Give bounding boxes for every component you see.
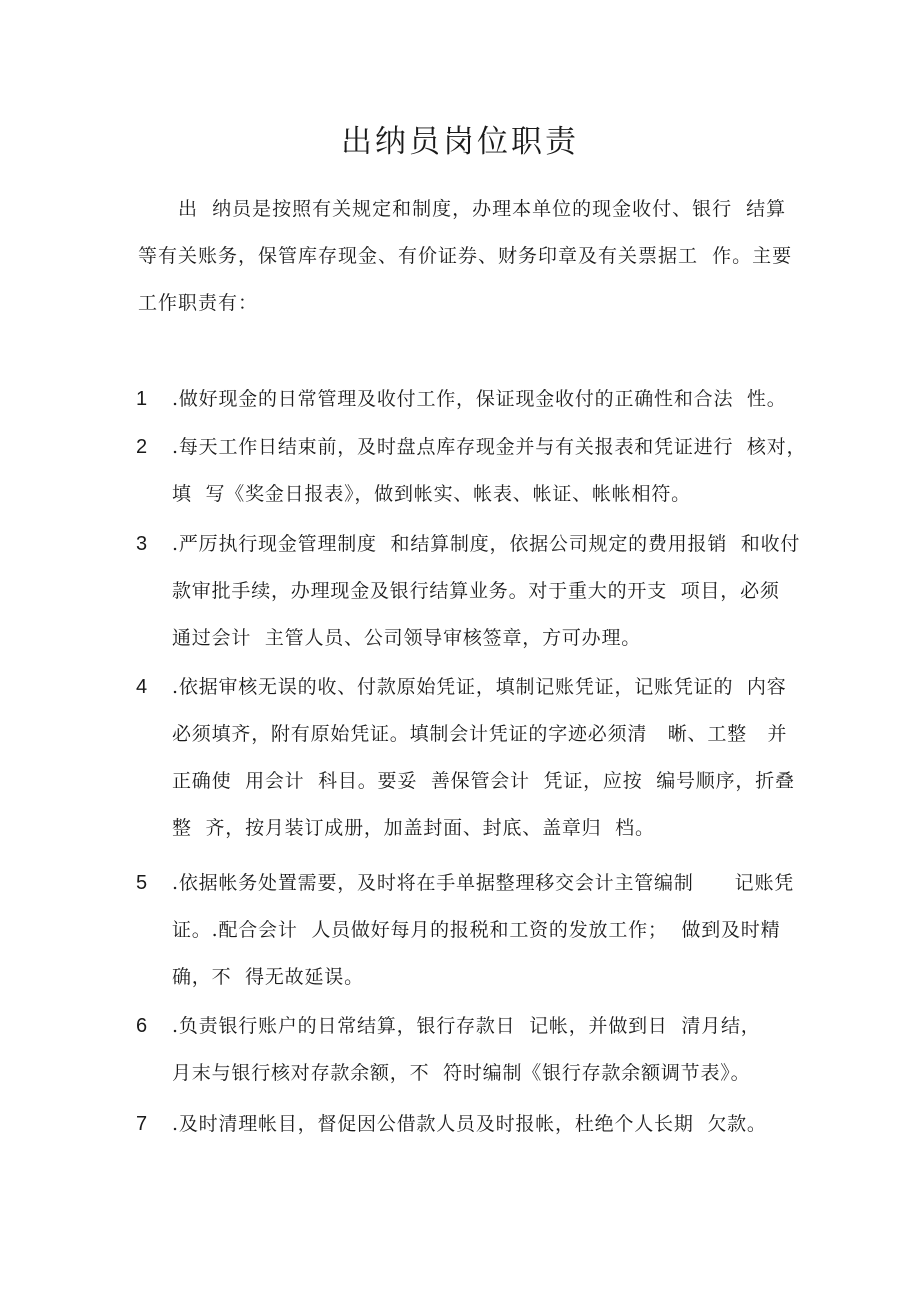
duty-number: 5 xyxy=(136,872,148,894)
duty-line: 款审批手续，办理现金及银行结算业务。对于重大的开支 项目，必须 xyxy=(172,580,780,602)
duty-line: .每天工作日结束前，及时盘点库存现金并与有关报表和凭证进行 核对， xyxy=(172,436,807,458)
duty-item-3 xyxy=(136,521,801,662)
duty-item-2 xyxy=(136,424,807,518)
duty-item-6 xyxy=(136,1003,796,1097)
duty-line: 正确使 用会计 科目。要妥 善保管会计 凭证，应按 编号顺序，折叠 xyxy=(172,770,795,792)
intro-line: 等有关账务，保管库存现金、有价证券、财务印章及有关票据工 作。主要 xyxy=(138,245,793,267)
duty-line: .严厉执行现金管理制度 和结算制度，依据公司规定的费用报销 和收付 xyxy=(172,533,801,555)
duty-line: .负责银行账户的日常结算，银行存款日 记帐，并做到日 清月结， xyxy=(172,1015,761,1037)
duty-line: 填 写《奖金日报表》，做到帐实、帐表、帐证、帐帐相符。 xyxy=(172,483,691,505)
page-title: 出纳员岗位职责 xyxy=(341,124,579,160)
duty-line: .及时清理帐目，督促因公借款人员及时报帐，杜绝个人长期 欠款。 xyxy=(172,1113,767,1135)
duty-item-5 xyxy=(136,860,796,1001)
duty-item-4 xyxy=(136,664,796,852)
intro-line: 出 纳员是按照有关规定和制度，办理本单位的现金收付、银行 结算 xyxy=(178,198,787,220)
duty-number: 7 xyxy=(136,1113,148,1135)
duty-item-7 xyxy=(136,1101,796,1148)
duty-line: 月末与银行核对存款余额，不 符时编制《银行存款余额调节表》。 xyxy=(172,1062,751,1084)
duty-line: .做好现金的日常管理及收付工作，保证现金收付的正确性和合法 性。 xyxy=(172,388,787,410)
duty-line: 通过会计 主管人员、公司领导审核签章，方可办理。 xyxy=(172,627,642,649)
duty-line: 确，不 得无故延误。 xyxy=(172,966,364,988)
intro-line: 工作职责有： xyxy=(138,292,259,314)
duty-line: 必须填齐，附有原始凭证。填制会计凭证的字迹必须清 晰、工整 并 xyxy=(172,723,788,745)
duty-line: 证。.配合会计 人员做好每月的报税和工资的发放工作； 做到及时精 xyxy=(172,919,781,941)
duty-line: .依据帐务处置需要，及时将在手单据整理移交会计主管编制 记账凭 xyxy=(172,872,795,894)
intro-paragraph xyxy=(138,186,793,327)
duty-line: .依据审核无误的收、付款原始凭证，填制记账凭证，记账凭证的 内容 xyxy=(172,676,787,698)
duty-number: 4 xyxy=(136,676,148,698)
duty-item-1 xyxy=(136,376,796,423)
duty-line: 整 齐，按月装订成册，加盖封面、封底、盖章归 档。 xyxy=(172,817,655,839)
duty-number: 3 xyxy=(136,533,148,555)
duty-number: 2 xyxy=(136,436,148,458)
duty-number: 6 xyxy=(136,1015,148,1037)
duty-number: 1 xyxy=(136,388,148,410)
